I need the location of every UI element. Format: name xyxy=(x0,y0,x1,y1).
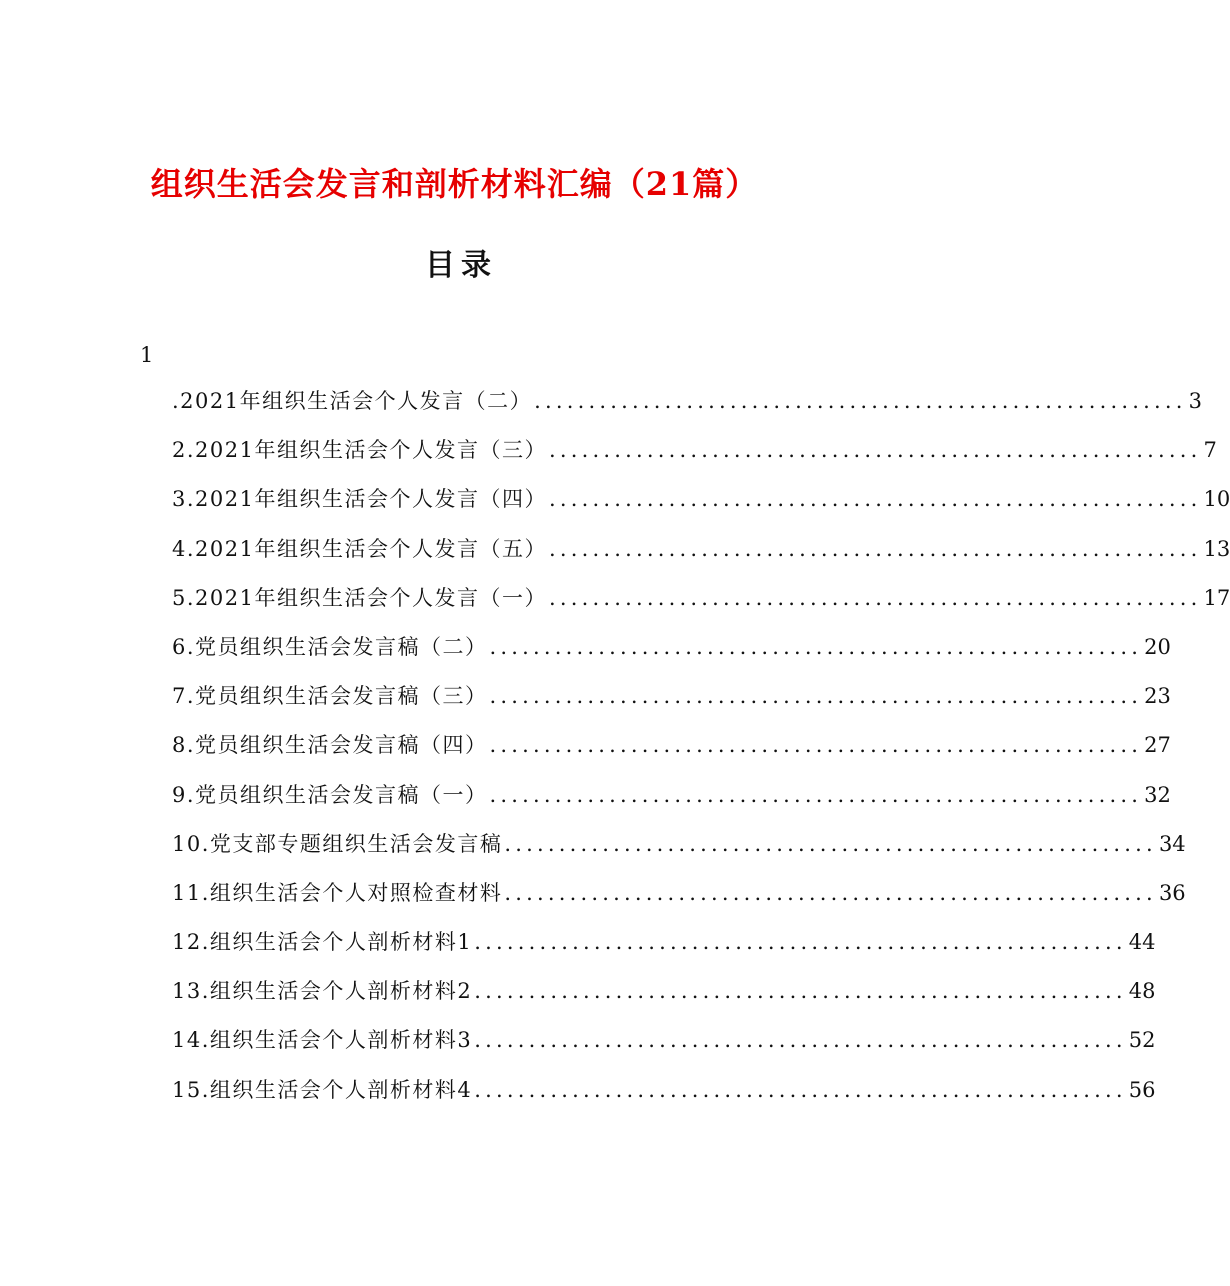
toc-entry[interactable] xyxy=(172,730,1171,779)
toc-dot-leader: ............................................................ xyxy=(504,831,1157,856)
toc-entry-page: 10 xyxy=(1203,487,1230,512)
toc-entry-title: 10.党支部专题组织生活会发言稿 xyxy=(172,831,503,856)
toc-entry-page: 17 xyxy=(1203,585,1230,610)
toc-entry-title: 7.党员组织生活会发言稿（三） xyxy=(172,684,488,709)
toc-entry-title: 6.党员组织生活会发言稿（二） xyxy=(172,634,488,659)
toc-entry-page: 36 xyxy=(1158,880,1186,905)
toc-entry-page: 32 xyxy=(1144,782,1171,807)
toc-dot-leader: ............................................................ xyxy=(474,979,1127,1004)
toc-entry[interactable] xyxy=(172,976,1156,1025)
toc-entry[interactable] xyxy=(172,583,1230,632)
toc-entry-page: 13 xyxy=(1203,536,1230,561)
toc-entry-title: 2.2021年组织生活会个人发言（三） xyxy=(172,438,547,463)
toc-entry[interactable] xyxy=(172,632,1171,681)
table-of-contents xyxy=(172,386,1230,1124)
toc-entry-page: 7 xyxy=(1203,438,1217,463)
toc-entry-title: 12.组织生活会个人剖析材料1 xyxy=(172,930,473,955)
toc-entry-page: 56 xyxy=(1128,1077,1156,1102)
toc-entry[interactable] xyxy=(172,1025,1156,1074)
toc-entry-title: 11.组织生活会个人对照检查材料 xyxy=(172,880,503,905)
toc-entry[interactable] xyxy=(172,484,1230,533)
toc-entry[interactable] xyxy=(172,780,1171,829)
toc-dot-leader: ............................................................ xyxy=(489,634,1143,659)
toc-dot-leader: ............................................................ xyxy=(489,733,1143,758)
toc-entry[interactable] xyxy=(172,435,1217,484)
toc-entry-page: 27 xyxy=(1144,733,1171,758)
toc-dot-leader: ............................................................ xyxy=(474,1028,1127,1053)
toc-dot-leader: ............................................................ xyxy=(474,1077,1127,1102)
toc-entry-page: 20 xyxy=(1144,634,1171,659)
toc-entry[interactable] xyxy=(172,681,1171,730)
toc-entry-title: 3.2021年组织生活会个人发言（四） xyxy=(172,487,547,512)
toc-dot-leader: ............................................................ xyxy=(548,487,1202,512)
toc-entry[interactable] xyxy=(172,878,1186,927)
toc-entry-page: 44 xyxy=(1128,930,1156,955)
toc-dot-leader: ............................................................ xyxy=(534,389,1187,413)
toc-dot-leader: ............................................................ xyxy=(489,684,1143,709)
toc-entry-title: 4.2021年组织生活会个人发言（五） xyxy=(172,536,547,561)
toc-entry-title: 15.组织生活会个人剖析材料4 xyxy=(172,1077,473,1102)
document-title: 组织生活会发言和剖析材料汇编（21篇） xyxy=(150,165,759,203)
toc-entry-title: 8.党员组织生活会发言稿（四） xyxy=(172,733,488,758)
toc-entry-page: 23 xyxy=(1144,684,1171,709)
toc-dot-leader: ............................................................ xyxy=(548,536,1202,561)
toc-entry[interactable] xyxy=(172,927,1156,976)
toc-entry-title: .2021年组织生活会个人发言（二） xyxy=(172,389,533,413)
toc-heading: 目录 xyxy=(425,248,497,283)
toc-entry-title: 13.组织生活会个人剖析材料2 xyxy=(172,979,473,1004)
toc-entry-title: 9.党员组织生活会发言稿（一） xyxy=(172,782,488,807)
toc-lead-number: 1 xyxy=(140,343,154,367)
toc-dot-leader: ............................................................ xyxy=(489,782,1143,807)
toc-entry[interactable] xyxy=(172,534,1230,583)
toc-dot-leader: ............................................................ xyxy=(504,880,1157,905)
toc-entry-title: 5.2021年组织生活会个人发言（一） xyxy=(172,585,547,610)
toc-entry-page: 48 xyxy=(1128,979,1156,1004)
toc-dot-leader: ............................................................ xyxy=(548,585,1202,610)
toc-dot-leader: ............................................................ xyxy=(474,930,1127,955)
toc-dot-leader: ............................................................ xyxy=(548,438,1202,463)
toc-entry[interactable] xyxy=(172,829,1186,878)
toc-entry-page: 52 xyxy=(1128,1028,1156,1053)
toc-entry-page: 34 xyxy=(1158,831,1186,856)
toc-entry-title: 14.组织生活会个人剖析材料3 xyxy=(172,1028,473,1053)
toc-entry[interactable] xyxy=(172,386,1203,435)
toc-entry[interactable] xyxy=(172,1075,1156,1124)
toc-entry-page: 3 xyxy=(1188,389,1203,413)
